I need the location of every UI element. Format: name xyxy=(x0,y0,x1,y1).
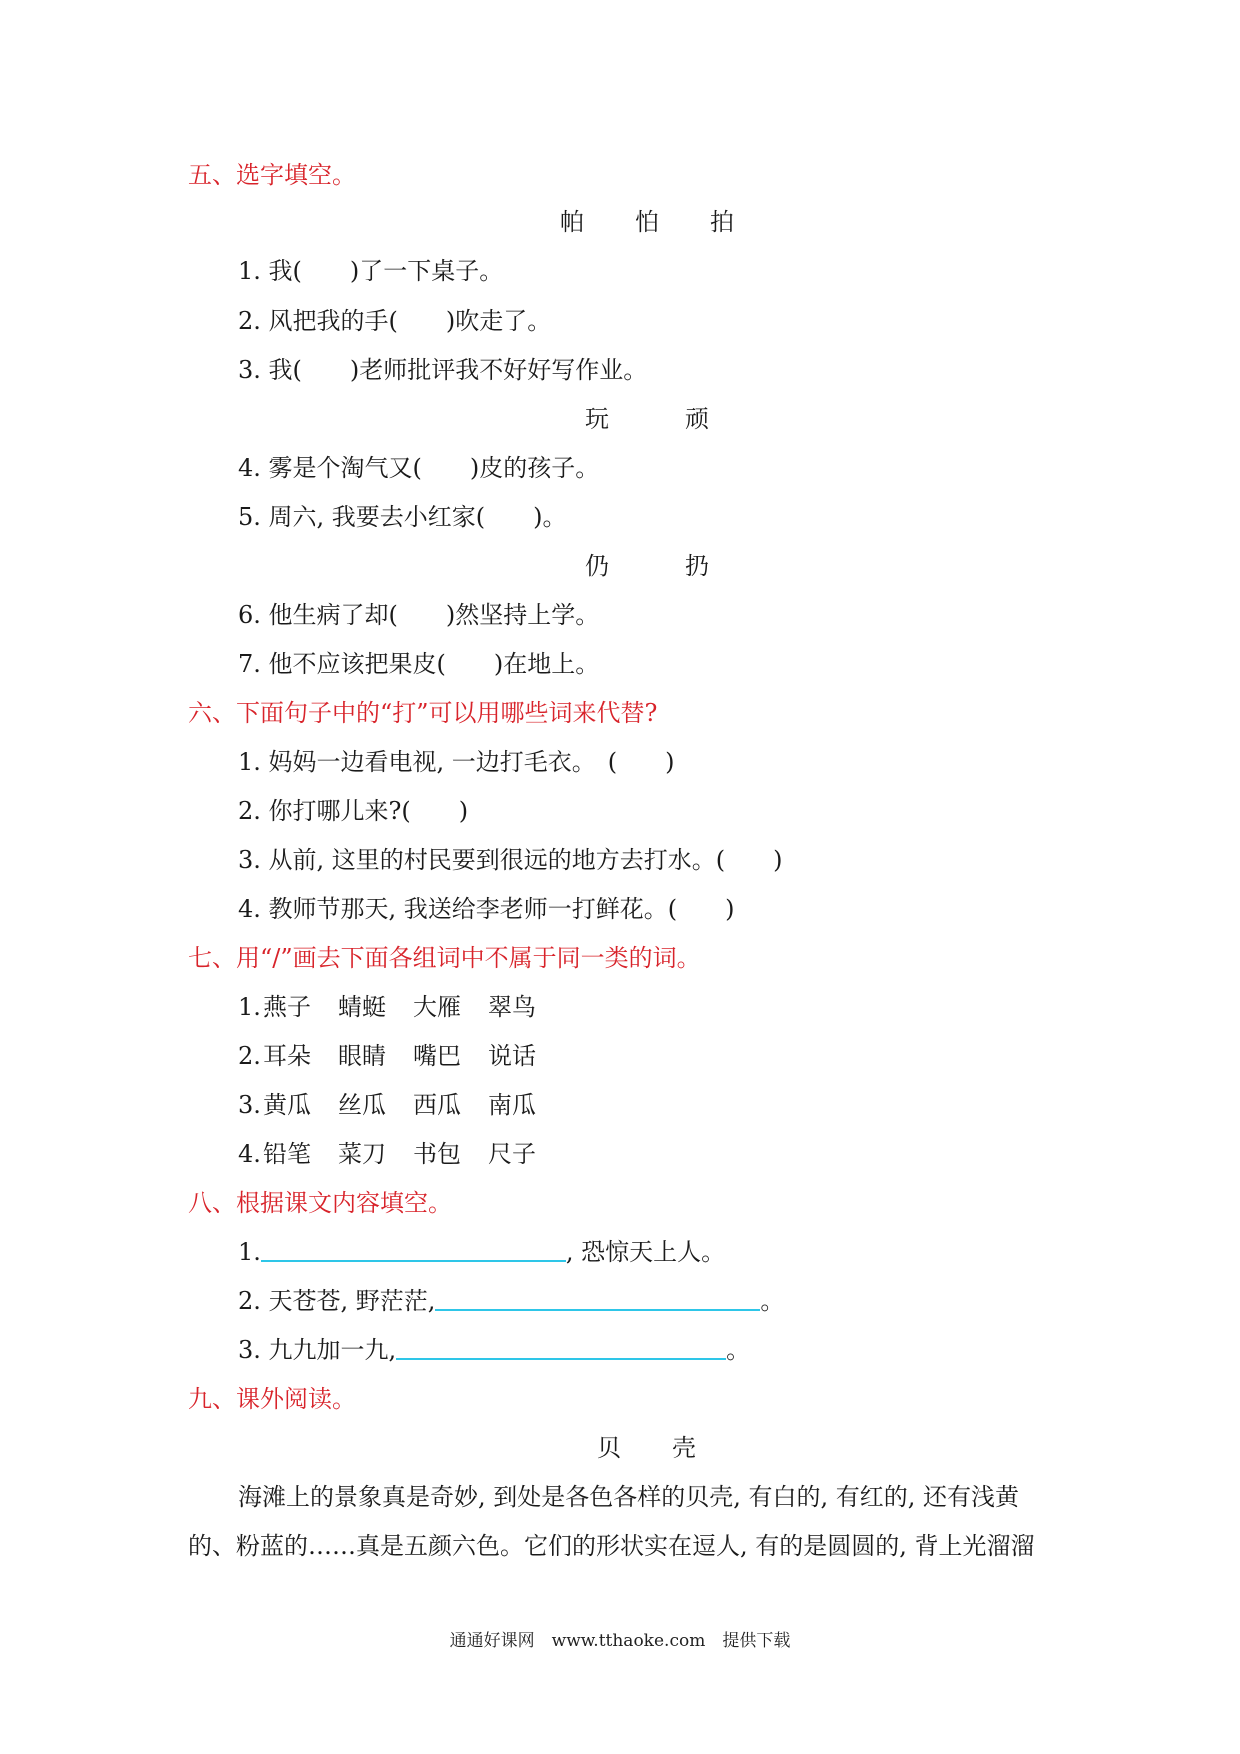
fill-question-8-3 xyxy=(238,1335,750,1365)
char-option: 帕 xyxy=(560,208,584,236)
word: 说话 xyxy=(488,1042,536,1070)
word: 蜻蜓 xyxy=(338,993,386,1021)
title-char: 贝 xyxy=(597,1434,621,1462)
question-5-3: 3. 我( )老师批评我不好好写作业。 xyxy=(238,356,648,384)
char-option: 扔 xyxy=(685,552,709,580)
word: 耳朵 xyxy=(263,1042,311,1070)
question-text: , 恐惊天上人。 xyxy=(565,1238,726,1266)
word: 南瓜 xyxy=(488,1091,536,1119)
word: 菜刀 xyxy=(338,1140,386,1168)
row-number: 2. xyxy=(238,1042,261,1070)
title-char: 壳 xyxy=(672,1434,696,1462)
word: 大雁 xyxy=(413,993,461,1021)
question-text: 3. 九九加一九, xyxy=(238,1336,397,1364)
word: 翠鸟 xyxy=(488,993,536,1021)
question-text: 2. 天苍苍, 野茫茫, xyxy=(238,1287,436,1315)
question-6-2: 2. 你打哪儿来?( ) xyxy=(238,797,469,825)
char-option: 顽 xyxy=(685,405,709,433)
question-text: 。 xyxy=(760,1287,785,1315)
word-row-1 xyxy=(238,992,536,1022)
char-option: 拍 xyxy=(710,208,734,236)
word: 西瓜 xyxy=(413,1091,461,1119)
question-6-3: 3. 从前, 这里的村民要到很远的地方去打水。( ) xyxy=(238,846,783,874)
question-5-7: 7. 他不应该把果皮( )在地上。 xyxy=(238,650,600,678)
question-5-4: 4. 雾是个淘气又( )皮的孩子。 xyxy=(238,454,600,482)
question-number: 1. xyxy=(238,1238,261,1266)
reading-paragraph-line-1: 海滩上的景象真是奇妙, 到处是各色各样的贝壳, 有白的, 有红的, 还有浅黄 xyxy=(238,1483,1020,1511)
section-8-heading: 八、根据课文内容填空。 xyxy=(188,1189,452,1217)
fill-question-8-2 xyxy=(238,1286,784,1316)
answer-blank-line[interactable] xyxy=(396,1336,726,1360)
row-number: 1. xyxy=(238,993,261,1021)
question-5-6: 6. 他生病了却( )然坚持上学。 xyxy=(238,601,600,629)
answer-blank-line[interactable] xyxy=(435,1287,760,1311)
section-5-heading: 五、选字填空。 xyxy=(188,161,356,189)
word: 燕子 xyxy=(263,993,311,1021)
question-6-1: 1. 妈妈一边看电视, 一边打毛衣。 ( ) xyxy=(238,748,675,776)
word: 书包 xyxy=(413,1140,461,1168)
question-text: 。 xyxy=(726,1336,751,1364)
word: 嘴巴 xyxy=(413,1042,461,1070)
row-number: 3. xyxy=(238,1091,261,1119)
question-5-2: 2. 风把我的手( )吹走了。 xyxy=(238,307,552,335)
question-6-4: 4. 教师节那天, 我送给李老师一打鲜花。( ) xyxy=(238,895,735,923)
word-row-3 xyxy=(238,1090,536,1120)
word: 铅笔 xyxy=(263,1140,311,1168)
reading-paragraph-line-2: 的、粉蓝的……真是五颜六色。它们的形状实在逗人, 有的是圆圆的, 背上光溜溜 xyxy=(188,1532,1035,1560)
word: 尺子 xyxy=(488,1140,536,1168)
word-row-4 xyxy=(238,1139,536,1169)
answer-blank-line[interactable] xyxy=(261,1238,566,1262)
question-5-5: 5. 周六, 我要去小红家( )。 xyxy=(238,503,567,531)
word-row-2 xyxy=(238,1041,536,1071)
section-7-heading: 七、用“/”画去下面各组词中不属于同一类的词。 xyxy=(188,944,701,972)
word: 黄瓜 xyxy=(263,1091,311,1119)
section-9-heading: 九、课外阅读。 xyxy=(188,1385,356,1413)
page-footer: 通通好课网 www.tthaoke.com 提供下载 xyxy=(449,1631,791,1651)
section-6-heading: 六、下面句子中的“打”可以用哪些词来代替? xyxy=(188,699,658,727)
char-option: 仍 xyxy=(585,552,609,580)
question-5-1: 1. 我( )了一下桌子。 xyxy=(238,257,504,285)
word: 眼睛 xyxy=(338,1042,386,1070)
char-option: 玩 xyxy=(585,405,609,433)
row-number: 4. xyxy=(238,1140,261,1168)
fill-question-8-1 xyxy=(238,1237,725,1267)
word: 丝瓜 xyxy=(338,1091,386,1119)
char-option: 怕 xyxy=(635,208,659,236)
